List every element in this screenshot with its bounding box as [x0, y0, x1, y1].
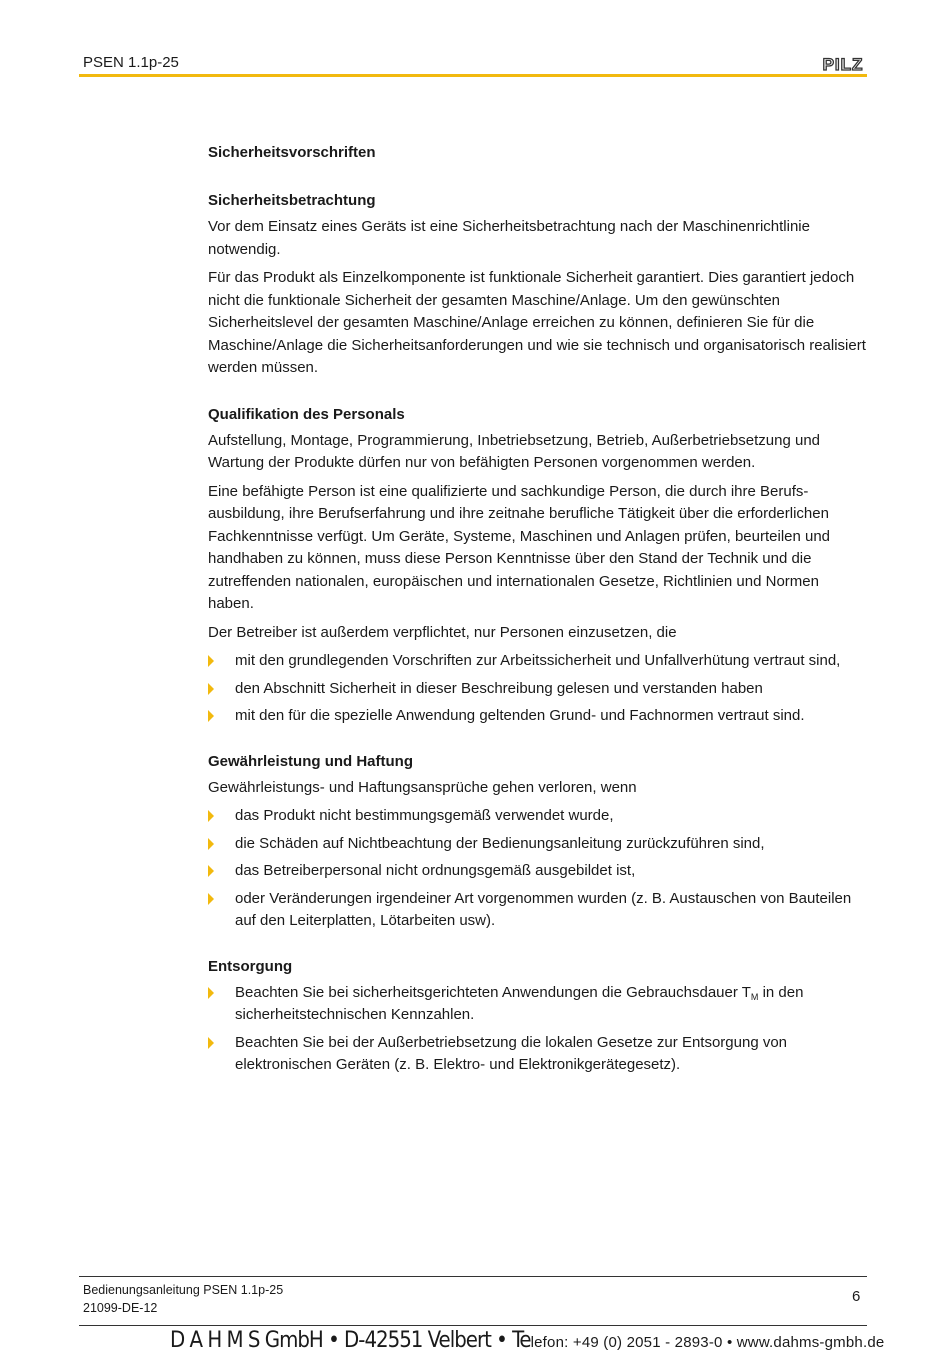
paragraph: Vor dem Einsatz eines Geräts ist eine Sicherheitsbetrachtung nach der Maschinenrichtlinie notwendig. [208, 218, 810, 258]
pilz-logo [818, 55, 868, 73]
paragraph: Aufstellung, Montage, Programmierung, Inbetriebsetzung, Betrieb, Außerbetriebsetzung und Wartung der Produkte dürfen nur von befähigten Personen vorgenommen werden. [208, 431, 821, 471]
list-item-text-end: in den sicherheitstechnischen Kennzahlen. [235, 983, 804, 1023]
footer-doc-title: Bedienungsanleitung PSEN 1.1p-25 [83, 1283, 284, 1297]
subscript-m: M [750, 991, 759, 1002]
list-item [208, 805, 868, 828]
list-item [208, 1032, 868, 1077]
list-item-text: das Betreiberpersonal nicht ordnungsgemäß ausgebildet ist, [235, 862, 636, 879]
bullet-arrow-icon [208, 893, 214, 905]
paragraph: Gewährleistungs- und Haftungsansprüche gehen verloren, wenn [208, 778, 637, 796]
header-title: PSEN 1.1p-25 [83, 54, 179, 71]
list-item [208, 650, 868, 673]
header-divider [79, 74, 867, 77]
section-sicherheitsbetrachtung [208, 190, 868, 380]
paragraph: Für das Produkt als Einzelkomponente ist funktionale Sicherheit garantiert. Dies garantiert jedoch nicht die funktionale Sicherheit der gesamten Maschine/Anlage. Um den gewünschten Sicherheitslevel der gesamten Maschine/Anlage erreichen zu können, definieren Sie für die Maschine/Anlage die Sicherheitsanforderungen und wie sie technisch und organisatorisch realisiert werden müssen. [208, 269, 866, 376]
svg-text:PILZ: PILZ [822, 55, 864, 73]
page-number: 6 [852, 1288, 861, 1305]
list-item [208, 982, 868, 1027]
bullet-arrow-icon [208, 655, 214, 667]
section-heading: Sicherheitsbetrachtung [208, 192, 376, 209]
footer-divider [79, 1276, 867, 1277]
bullet-list [208, 805, 868, 933]
page-title: Sicherheitsvorschriften [208, 144, 376, 161]
list-item-text-start: Beachten Sie bei sicherheitsgerichteten Anwendungen die Gebrauchsdauer T [235, 983, 751, 1001]
list-item-text: die Schäden auf Nichtbeachtung der Bedienungsanleitung zurückzuführen sind, [235, 834, 765, 852]
list-item [208, 705, 868, 728]
footer-divider-bottom [79, 1325, 867, 1326]
section-heading: Qualifikation des Personals [208, 405, 405, 423]
list-item-text: mit den grundlegenden Vorschriften zur Arbeitssicherheit und Unfallverhütung vertraut sind, [235, 652, 841, 669]
list-item [208, 888, 868, 933]
list-item [208, 678, 868, 701]
section-heading: Entsorgung [208, 957, 293, 975]
bullet-arrow-icon [208, 683, 214, 695]
list-item [208, 860, 868, 883]
section-gewaehrleistung [208, 751, 868, 933]
bullet-arrow-icon [208, 865, 214, 877]
bullet-arrow-icon [208, 710, 214, 722]
paragraph: Eine befähigte Person ist eine qualifizierte und sachkundige Person, die durch ihre Berufsausbildung, ihre Berufserfahrung und ihre zeitnahe berufliche Tätigkeit über die erforderlichen Fachkenntnisse verfügt. Um Geräte, Systeme, Maschinen und Anlagen prüfen, beurteilen und handhaben zu können, muss diese Person Kenntnisse über den Stand der Technik und die zutreffenden nationalen, europäischen und internationalen Gesetze, Richtlinien und Normen haben. [208, 482, 831, 612]
bullet-arrow-icon [208, 1037, 214, 1049]
footer-doc-number: 21099-DE-12 [83, 1301, 158, 1315]
list-item-text: den Abschnitt Sicherheit in dieser Beschreibung gelesen und verstanden haben [235, 679, 763, 697]
document-body [208, 142, 868, 1082]
bullet-list [208, 650, 868, 728]
section-entsorgung [208, 956, 868, 1077]
list-item [208, 833, 868, 856]
list-item-text: Beachten Sie bei der Außerbetriebsetzung die lokalen Gesetze zur Entsorgung von elektronischen Geräten (z. B. Elektro- und Elektronikgerätegesetz). [235, 1033, 788, 1073]
bullet-arrow-icon [208, 987, 214, 999]
bullet-arrow-icon [208, 810, 214, 822]
list-item-text: das Produkt nicht bestimmungsgemäß verwendet wurde, [235, 807, 614, 824]
list-item-text: oder Veränderungen irgendeiner Art vorgenommen wurden (z. B. Austauschen von Bauteilen auf den Leiterplatten, Lötarbeiten usw). [235, 889, 852, 929]
dealer-company: D A H M S GmbH • D-42551 Velbert • Te [170, 1328, 531, 1353]
section-qualifikation [208, 404, 868, 728]
bullet-arrow-icon [208, 838, 214, 850]
dealer-stamp [170, 1328, 884, 1353]
bullet-list [208, 982, 868, 1077]
dealer-contact: lefon: +49 (0) 2051 - 2893-0 • www.dahms-gmbh.de [530, 1334, 885, 1351]
paragraph: Der Betreiber ist außerdem verpflichtet, nur Personen einzusetzen, die [208, 623, 677, 641]
section-heading: Gewährleistung und Haftung [208, 752, 413, 770]
list-item-text: mit den für die spezielle Anwendung geltenden Grund- und Fachnormen vertraut sind. [235, 707, 805, 724]
